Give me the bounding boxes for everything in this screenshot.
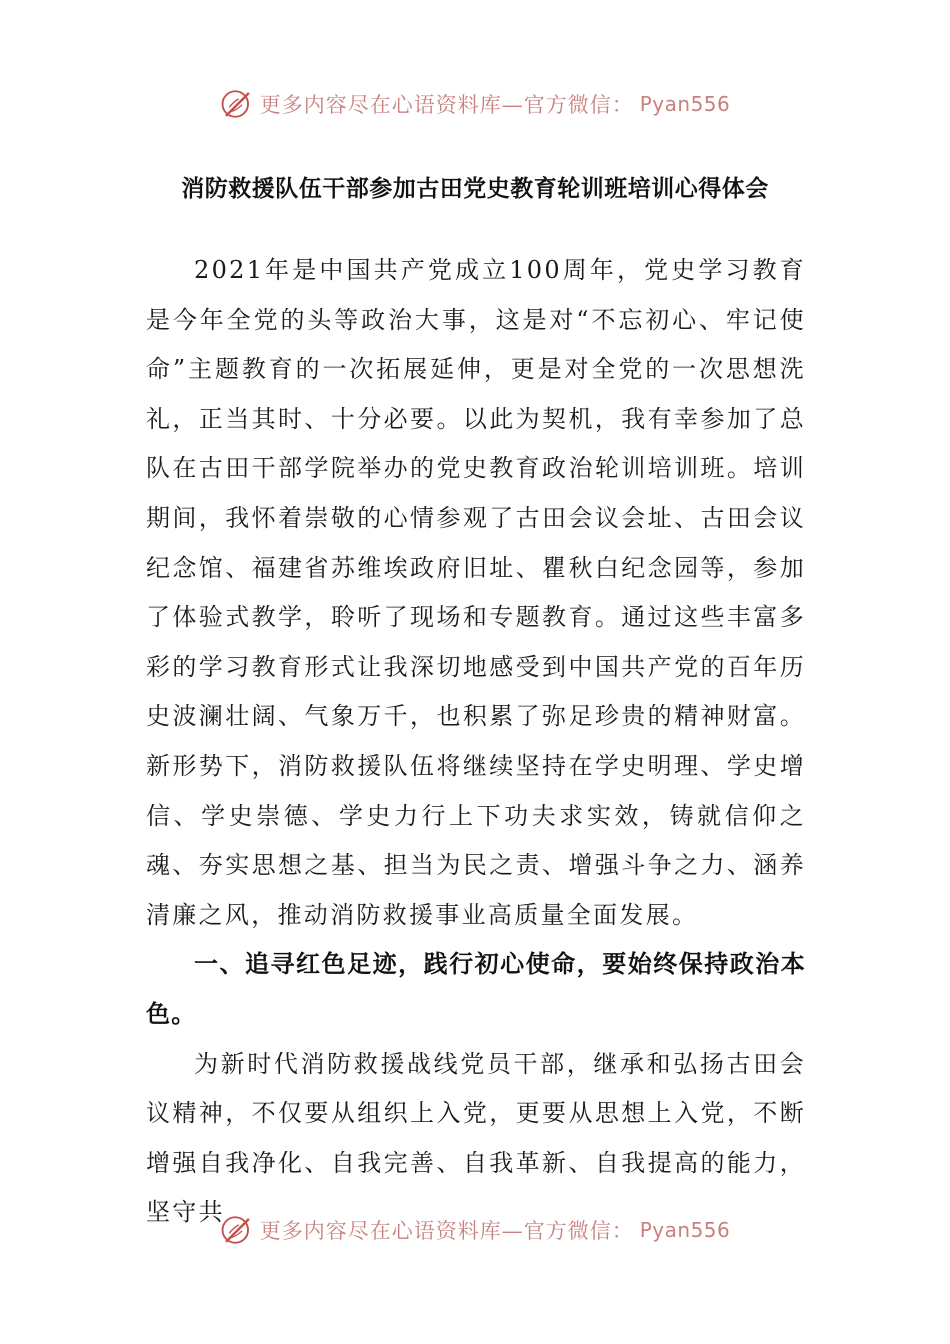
watermark-wechat-id: Pyan556: [639, 1218, 731, 1242]
body-paragraph: 2021年是中国共产党成立100周年，党史学习教育是今年全党的头等政治大事，这是对“不忘初心、牢记使命”主题教育的一次拓展延伸，更是对全党的一次思想洗礼，正当其时、十分必要。以此为契机，我有幸参加了总队在古田干部学院举办的党史教育政治轮训培训班。培训期间，我怀着崇敬的心情参观了古田会议会址、古田会议纪念馆、福建省苏维埃政府旧址、瞿秋白纪念园等，参加了体验式教学，聆听了现场和专题教育。通过这些丰富多彩的学习教育形式让我深切地感受到中国共产党的百年历史波澜壮阔、气象万千，也积累了弥足珍贵的精神财富。新形势下，消防救援队伍将继续坚持在学史明理、学史增信、学史崇德、学史力行上下功夫求实效，铸就信仰之魂、夯实思想之基、担当为民之责、增强斗争之力、涵养清廉之风，推动消防救援事业高质量全面发展。: [146, 256, 806, 929]
pen-nib-logo-icon: [220, 1213, 254, 1247]
document-title: 消防救援队伍干部参加古田党史教育轮训班培训心得体会: [181, 175, 769, 202]
document-body: [146, 246, 806, 1238]
section-heading: 一、追寻红色足迹，践行初心使命，要始终保持政治本色。: [146, 950, 806, 1028]
pen-nib-logo-icon: [220, 87, 254, 121]
watermark-text: 更多内容尽在心语资料库—官方微信：: [259, 1219, 634, 1243]
watermark-wechat-id: Pyan556: [639, 92, 731, 116]
watermark-header: [0, 84, 950, 124]
body-paragraph: 为新时代消防救援战线党员干部，继承和弘扬古田会议精神，不仅要从组织上入党，更要从思想上入党，不断增强自我净化、自我完善、自我革新、自我提高的能力，坚守共: [146, 1049, 806, 1227]
watermark-footer: [0, 1210, 950, 1250]
watermark-text: 更多内容尽在心语资料库—官方微信：: [259, 93, 634, 117]
